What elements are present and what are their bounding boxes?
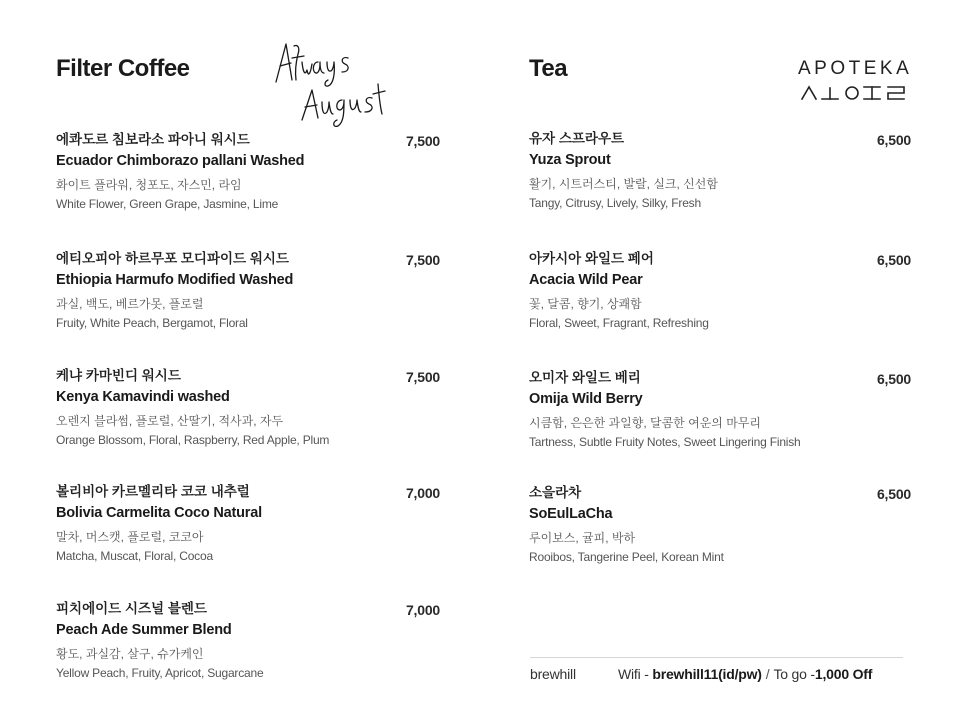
item-notes-en: Rooibos, Tangerine Peel, Korean Mint — [529, 550, 724, 564]
apoteka-wordmark: APOTEKA — [798, 58, 913, 79]
item-notes-en: Tangy, Citrusy, Lively, Silky, Fresh — [529, 196, 701, 210]
item-notes-en: Orange Blossom, Floral, Raspberry, Red Apple, Plum — [56, 433, 330, 447]
item-name-en: Acacia Wild Pear — [529, 272, 643, 288]
item-price: 6,500 — [876, 132, 911, 148]
item-notes-en: Matcha, Muscat, Floral, Cocoa — [56, 549, 213, 563]
item-price: 7,500 — [405, 369, 440, 385]
item-price: 6,500 — [876, 252, 911, 268]
item-notes-ko: 황도, 과실감, 살구, 슈가케인 — [56, 647, 204, 661]
wifi-label: Wifi - — [618, 666, 653, 682]
menu-item — [529, 250, 911, 332]
item-notes-en: Yellow Peach, Fruity, Apricot, Sugarcane — [56, 666, 264, 680]
item-notes-ko: 활기, 시트러스티, 발랄, 실크, 신선함 — [529, 177, 718, 191]
footer-info — [618, 666, 872, 682]
always-august-logo — [272, 40, 387, 130]
item-name-ko: 소을라차 — [529, 485, 582, 500]
apoteka-logo — [798, 58, 913, 104]
item-name-ko: 에콰도르 침보라소 파아니 워시드 — [56, 132, 250, 147]
item-name-en: Ethiopia Harmufo Modified Washed — [56, 272, 294, 288]
item-name-en: Omija Wild Berry — [529, 391, 643, 407]
item-notes-en: Fruity, White Peach, Bergamot, Floral — [56, 316, 248, 330]
item-price: 7,500 — [405, 252, 440, 268]
item-name-en: Kenya Kamavindi washed — [56, 389, 230, 405]
item-name-ko: 오미자 와일드 베리 — [529, 370, 641, 385]
footer-brand: brewhill — [530, 666, 576, 682]
tea-title: Tea — [529, 55, 568, 82]
apoteka-glyph-mark — [800, 84, 908, 102]
item-notes-ko: 말차, 머스캣, 플로럴, 코코아 — [56, 530, 204, 544]
menu-item — [56, 250, 440, 332]
item-price: 7,500 — [405, 133, 440, 149]
menu-item — [56, 367, 440, 449]
item-name-en: Yuza Sprout — [529, 152, 611, 168]
item-name-ko: 피치에이드 시즈널 블렌드 — [56, 601, 207, 616]
item-name-ko: 아카시아 와일드 페어 — [529, 251, 654, 266]
wifi-credentials: brewhill11(id/pw) — [652, 666, 762, 682]
item-notes-ko: 과실, 백도, 베르가못, 플로럴 — [56, 297, 204, 311]
item-price: 6,500 — [876, 486, 911, 502]
item-notes-ko: 시큼함, 은은한 과일향, 달콤한 여운의 마무리 — [529, 416, 761, 430]
filter-coffee-title: Filter Coffee — [56, 55, 190, 82]
item-name-en: Peach Ade Summer Blend — [56, 622, 232, 638]
footer-separator: / — [765, 666, 770, 682]
item-notes-en: Floral, Sweet, Fragrant, Refreshing — [529, 316, 709, 330]
item-notes-en: White Flower, Green Grape, Jasmine, Lime — [56, 197, 279, 211]
item-notes-ko: 꽃, 달콤, 향기, 상쾌함 — [529, 297, 642, 311]
item-name-en: Bolivia Carmelita Coco Natural — [56, 505, 262, 521]
item-name-ko: 볼리비아 카르멜리타 코코 내추럴 — [56, 484, 250, 499]
togo-discount: 1,000 Off — [814, 666, 873, 682]
menu-item — [56, 600, 440, 682]
item-name-ko: 에티오피아 하르무포 모디파이드 워시드 — [56, 251, 289, 266]
item-name-en: SoEulLaCha — [529, 506, 613, 522]
togo-label: To go - — [773, 666, 815, 682]
item-name-ko: 유자 스프라우트 — [529, 131, 625, 146]
item-name-en: Ecuador Chimborazo pallani Washed — [56, 153, 305, 169]
menu-item — [56, 131, 440, 213]
menu-item — [56, 483, 440, 565]
menu-item — [529, 130, 911, 212]
item-notes-ko: 오렌지 블라썸, 플로럴, 산딸기, 적사과, 자두 — [56, 414, 284, 428]
item-notes-ko: 루이보스, 귤피, 박하 — [529, 531, 636, 545]
item-name-ko: 케냐 카마빈디 워시드 — [56, 368, 181, 383]
item-notes-ko: 화이트 플라워, 청포도, 자스민, 라임 — [56, 178, 242, 192]
menu-item — [529, 369, 911, 451]
footer-divider — [530, 657, 903, 658]
item-notes-en: Tartness, Subtle Fruity Notes, Sweet Lingering Finish — [529, 435, 801, 449]
item-price: 6,500 — [876, 371, 911, 387]
item-price: 7,000 — [405, 485, 440, 501]
item-price: 7,000 — [405, 602, 440, 618]
menu-item — [529, 484, 911, 566]
